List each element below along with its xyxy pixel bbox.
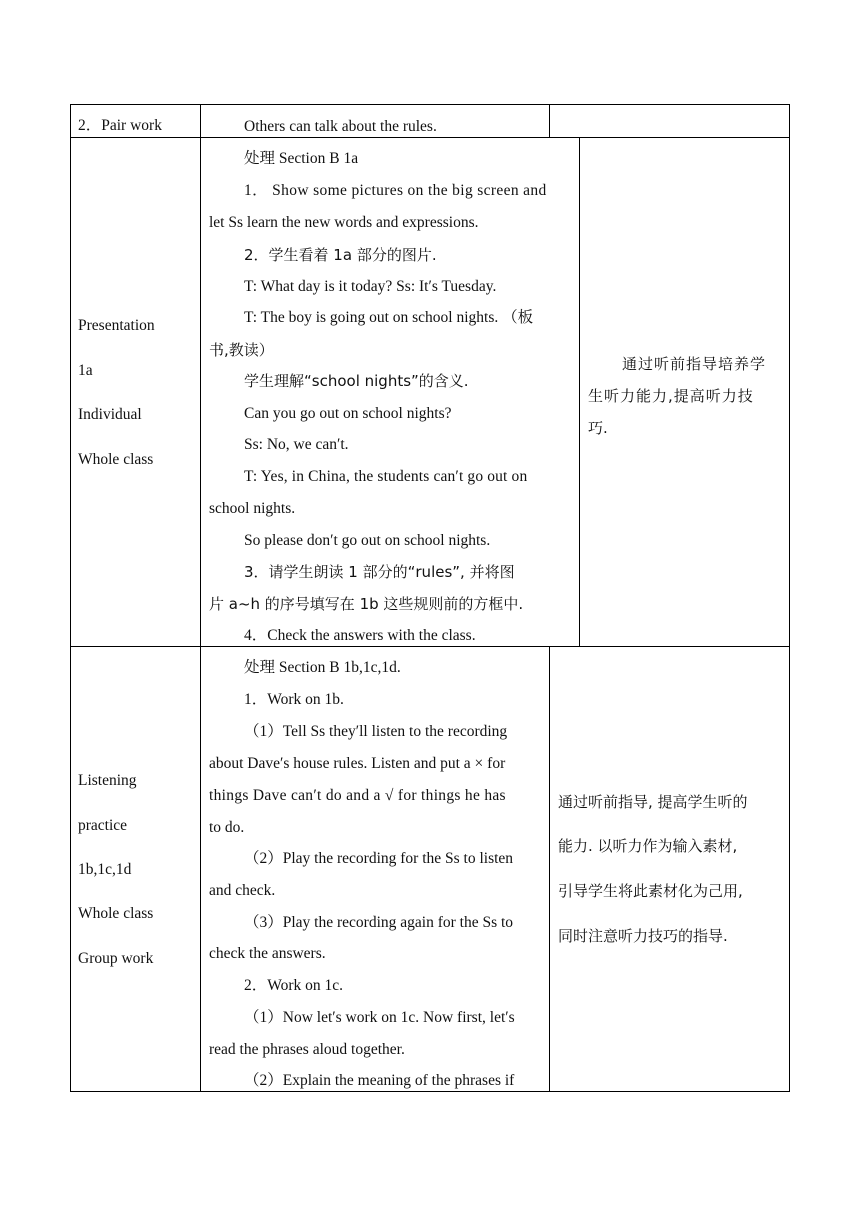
- row2-middle-line: 学生理解“school nights”的含义.: [244, 372, 469, 390]
- row1-left-label: 2．Pair work: [78, 117, 162, 134]
- row3-middle-line: （2）Play the recording for the Ss to listen: [244, 850, 514, 867]
- row3-middle-line: about Dave′s house rules. Listen and put a × for: [209, 755, 506, 772]
- row2-left-line: Whole class: [78, 451, 154, 468]
- row2-right-line: 通过听前指导培养学: [622, 355, 767, 373]
- row2-middle-line: let Ss learn the new words and expressions.: [209, 214, 479, 231]
- row3-left-line: practice: [78, 817, 128, 834]
- row3-middle-line: 2．Work on 1c.: [244, 977, 344, 994]
- row2-left-line: 1a: [78, 362, 93, 379]
- row1-middle-text: Others can talk about the rules.: [244, 118, 437, 135]
- row3-middle-line: 1．Work on 1b.: [244, 691, 344, 708]
- row3-left-line: 1b,1c,1d: [78, 861, 132, 878]
- row2-middle-line: school nights.: [209, 500, 296, 517]
- row2-middle-line: 书,教读）: [209, 341, 274, 359]
- row3-right-line: 能力. 以听力作为输入素材,: [558, 837, 738, 855]
- row-divider-2: [70, 646, 790, 647]
- row3-middle-line: things Dave can′t do and a √ for things he has: [209, 787, 506, 804]
- row3-right-line: 通过听前指导, 提高学生听的: [558, 793, 748, 811]
- row3-left-line: Listening: [78, 772, 137, 789]
- row3-middle-line: （1）Tell Ss they′ll listen to the recording: [244, 723, 508, 740]
- table-border-bottom: [70, 1091, 790, 1092]
- row2-middle-line: So please don′t go out on school nights.: [244, 532, 491, 549]
- row2-middle-line: T: The boy is going out on school nights. （板: [244, 309, 534, 326]
- row3-middle-line: to do.: [209, 819, 245, 836]
- row2-middle-line: Can you go out on school nights?: [244, 405, 452, 422]
- row2-middle-line: 1． Show some pictures on the big screen and: [244, 182, 547, 199]
- column-divider-right-row3: [549, 646, 550, 1092]
- row2-middle-line: 2．学生看着 1a 部分的图片.: [244, 246, 437, 264]
- column-divider-right-row2: [579, 137, 580, 647]
- row2-middle-line: 处理 Section B 1a: [244, 150, 359, 167]
- row3-middle-line: read the phrases aloud together.: [209, 1041, 405, 1058]
- row3-middle-line: （1）Now let′s work on 1c. Now first, let′s: [244, 1009, 515, 1026]
- row2-middle-line: 3．请学生朗读 1 部分的“rules”, 并将图: [244, 563, 515, 581]
- row2-middle-line: 4．Check the answers with the class.: [244, 627, 476, 644]
- row2-middle-line: T: Yes, in China, the students can′t go out on: [244, 468, 528, 485]
- row3-left-line: Group work: [78, 950, 154, 967]
- row-divider-1: [70, 137, 790, 138]
- row3-middle-line: （3）Play the recording again for the Ss to: [244, 914, 514, 931]
- table-border-top: [70, 104, 790, 105]
- table-border-right: [789, 104, 790, 1092]
- row2-middle-line: Ss: No, we can′t.: [244, 436, 349, 453]
- row3-middle-line: 处理 Section B 1b,1c,1d.: [244, 659, 401, 676]
- column-divider-left: [200, 104, 201, 1092]
- row2-left-line: Presentation: [78, 317, 155, 334]
- column-divider-right-row1: [549, 104, 550, 138]
- row3-left-line: Whole class: [78, 905, 154, 922]
- row2-middle-line: T: What day is it today? Ss: It′s Tuesday.: [244, 278, 497, 295]
- row3-middle-line: and check.: [209, 882, 276, 899]
- row3-right-line: 同时注意听力技巧的指导.: [558, 927, 728, 945]
- row2-right-line: 巧.: [588, 419, 608, 437]
- row3-middle-line: check the answers.: [209, 945, 326, 962]
- row3-middle-line: （2）Explain the meaning of the phrases if: [244, 1072, 515, 1089]
- table-border-left: [70, 104, 71, 1092]
- row2-left-line: Individual: [78, 406, 142, 423]
- row3-right-line: 引导学生将此素材化为己用,: [558, 882, 743, 900]
- row2-middle-line: 片 a~h 的序号填写在 1b 这些规则前的方框中.: [209, 595, 524, 613]
- row2-right-line: 生听力能力,提高听力技: [588, 387, 754, 405]
